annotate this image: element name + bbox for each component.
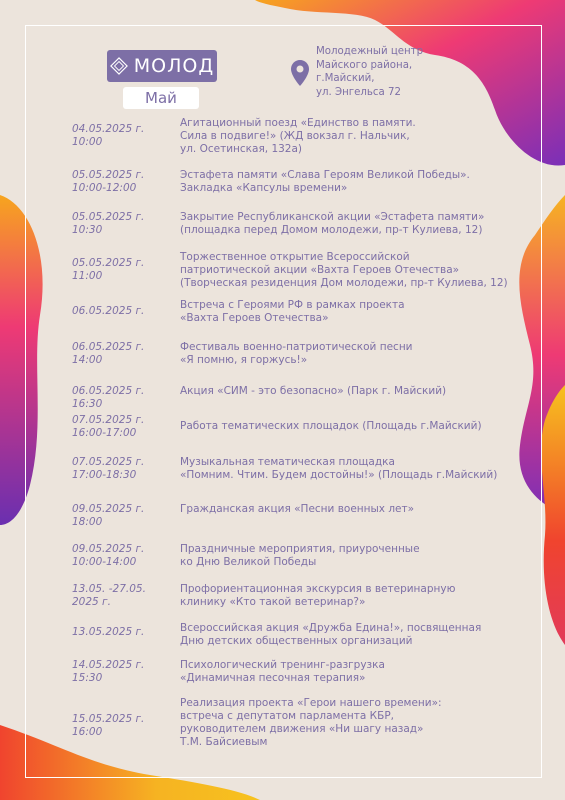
event-date bbox=[72, 626, 172, 639]
event-description bbox=[180, 503, 540, 516]
event-description bbox=[180, 385, 540, 398]
event-description bbox=[180, 251, 540, 290]
address-line: г.Майский, bbox=[316, 73, 375, 84]
event-date-line: 18:00 bbox=[72, 516, 103, 528]
event-date-line: 2025 г. bbox=[72, 596, 111, 608]
event-date-line: 14.05.2025 г. bbox=[72, 659, 145, 671]
event-date bbox=[72, 456, 172, 482]
event-description-line: патриотической акции «Вахта Героев Отечества» bbox=[180, 264, 460, 276]
address-block bbox=[316, 45, 423, 99]
event-description-line: Фестиваль военно-патриотической песни bbox=[180, 341, 413, 353]
event-description-line: руководителем движения «Ни шагу назад» bbox=[180, 723, 424, 735]
diamond-logo-icon bbox=[110, 57, 128, 75]
event-description-line: Торжественное открытие Всероссийской bbox=[180, 251, 410, 263]
location-pin-icon bbox=[291, 60, 309, 86]
event-description-line: Гражданская акция «Песни военных лет» bbox=[180, 503, 415, 515]
event-date bbox=[72, 257, 172, 283]
event-date bbox=[72, 583, 172, 609]
event-date-line: 16:00 bbox=[72, 726, 103, 738]
event-description-line: Музыкальная тематическая площадка bbox=[180, 456, 395, 468]
event-description bbox=[180, 341, 540, 367]
event-description bbox=[180, 420, 540, 433]
event-date-line: 06.05.2025 г. bbox=[72, 305, 145, 317]
event-date bbox=[72, 503, 172, 529]
event-description-line: Агитационный поезд «Единство в памяти. bbox=[180, 117, 416, 129]
event-description bbox=[180, 299, 540, 325]
event-date-line: 07.05.2025 г. bbox=[72, 456, 145, 468]
event-date-line: 07.05.2025 г. bbox=[72, 414, 145, 426]
address-line: Молодежный центр bbox=[316, 46, 424, 57]
event-description-line: Закрытие Республиканской акции «Эстафета памяти» bbox=[180, 211, 485, 223]
event-date-line: 10:00-14:00 bbox=[72, 556, 137, 568]
event-description-line: Всероссийская акция «Дружба Едина!», посвященная bbox=[180, 622, 482, 634]
event-description-line: Праздничные мероприятия, приуроченные bbox=[180, 543, 420, 555]
event-date-line: 05.05.2025 г. bbox=[72, 257, 145, 269]
event-date-line: 06.05.2025 г. bbox=[72, 385, 145, 397]
event-date-line: 17:00-18:30 bbox=[72, 469, 137, 481]
event-description-line: Психологический тренинг-разгрузка bbox=[180, 659, 385, 671]
molod-logo bbox=[107, 50, 217, 82]
event-date bbox=[72, 211, 172, 237]
event-description-line: Закладка «Капсулы времени» bbox=[180, 182, 348, 194]
month-label: Май bbox=[123, 87, 199, 109]
event-description-line: клинику «Кто такой ветеринар?» bbox=[180, 596, 366, 608]
event-date-line: 15.05.2025 г. bbox=[72, 713, 145, 725]
event-description-line: ул. Осетинская, 132а) bbox=[180, 143, 303, 155]
event-description-line: Встреча с Героями РФ в рамках проекта bbox=[180, 299, 405, 311]
event-description-line: Дню детских общественных организаций bbox=[180, 635, 413, 647]
event-date-line: 10:30 bbox=[72, 224, 103, 236]
event-description bbox=[180, 456, 540, 482]
event-description-line: встреча с депутатом парламента КБР, bbox=[180, 710, 395, 722]
event-date bbox=[72, 414, 172, 440]
event-description bbox=[180, 622, 540, 648]
event-date-line: 11:00 bbox=[72, 270, 103, 282]
event-date-line: 16:00-17:00 bbox=[72, 427, 137, 439]
event-description-line: «Я помню, я горжусь!» bbox=[180, 354, 308, 366]
event-date-line: 14:00 bbox=[72, 354, 103, 366]
event-date-line: 10:00-12:00 bbox=[72, 182, 137, 194]
address-line: ул. Энгельса 72 bbox=[316, 86, 401, 98]
event-date-line: 09.05.2025 г. bbox=[72, 503, 145, 515]
event-date-line: 06.05.2025 г. bbox=[72, 341, 145, 353]
event-date-line: 10:00 bbox=[72, 136, 103, 148]
event-date-line: 04.05.2025 г. bbox=[72, 123, 145, 135]
event-date bbox=[72, 659, 172, 685]
address-line: Майского района, bbox=[316, 59, 413, 71]
event-date-line: 15:30 bbox=[72, 672, 103, 684]
event-description-line: (Творческая резиденция Дом молодежи, пр-т Кулиева, 12) bbox=[180, 277, 508, 289]
event-description-line: Т.М. Байсиевым bbox=[180, 736, 268, 748]
event-date bbox=[72, 341, 172, 367]
event-date-line: 16:30 bbox=[72, 398, 103, 410]
event-date bbox=[72, 169, 172, 195]
event-date bbox=[72, 123, 172, 149]
event-description-line: Реализация проекта «Герои нашего времени»: bbox=[180, 697, 442, 709]
event-date bbox=[72, 305, 172, 318]
event-description-line: (площадка перед Домом молодежи, пр-т Кулиева, 12) bbox=[180, 224, 483, 236]
event-date-line: 05.05.2025 г. bbox=[72, 211, 145, 223]
logo-text: МОЛОД bbox=[133, 55, 215, 77]
event-description bbox=[180, 543, 540, 569]
event-date-line: 13.05.2025 г. bbox=[72, 626, 145, 638]
event-description bbox=[180, 117, 540, 156]
event-description-line: Эстафета памяти «Слава Героям Великой Победы». bbox=[180, 169, 470, 181]
event-description-line: Работа тематических площадок (Площадь г.Майский) bbox=[180, 420, 482, 432]
event-date bbox=[72, 385, 172, 411]
event-description bbox=[180, 169, 540, 195]
event-description-line: Профориентационная экскурсия в ветеринарную bbox=[180, 583, 456, 595]
event-date bbox=[72, 713, 172, 739]
event-description-line: «Динамичная песочная терапия» bbox=[180, 672, 366, 684]
event-description-line: Сила в подвиге!» (ЖД вокзал г. Нальчик, bbox=[180, 130, 410, 142]
event-description bbox=[180, 697, 540, 749]
event-description bbox=[180, 583, 540, 609]
event-date bbox=[72, 543, 172, 569]
event-description-line: «Вахта Героев Отечества» bbox=[180, 312, 329, 324]
event-description-line: Акция «СИМ - это безопасно» (Парк г. Майский) bbox=[180, 385, 447, 397]
event-description bbox=[180, 659, 540, 685]
event-date-line: 09.05.2025 г. bbox=[72, 543, 145, 555]
event-description bbox=[180, 211, 540, 237]
event-description-line: ко Дню Великой Победы bbox=[180, 556, 317, 568]
event-description-line: «Помним. Чтим. Будем достойны!» (Площадь г.Майский) bbox=[180, 469, 498, 481]
event-date-line: 05.05.2025 г. bbox=[72, 169, 145, 181]
event-date-line: 13.05. -27.05. bbox=[72, 583, 146, 595]
